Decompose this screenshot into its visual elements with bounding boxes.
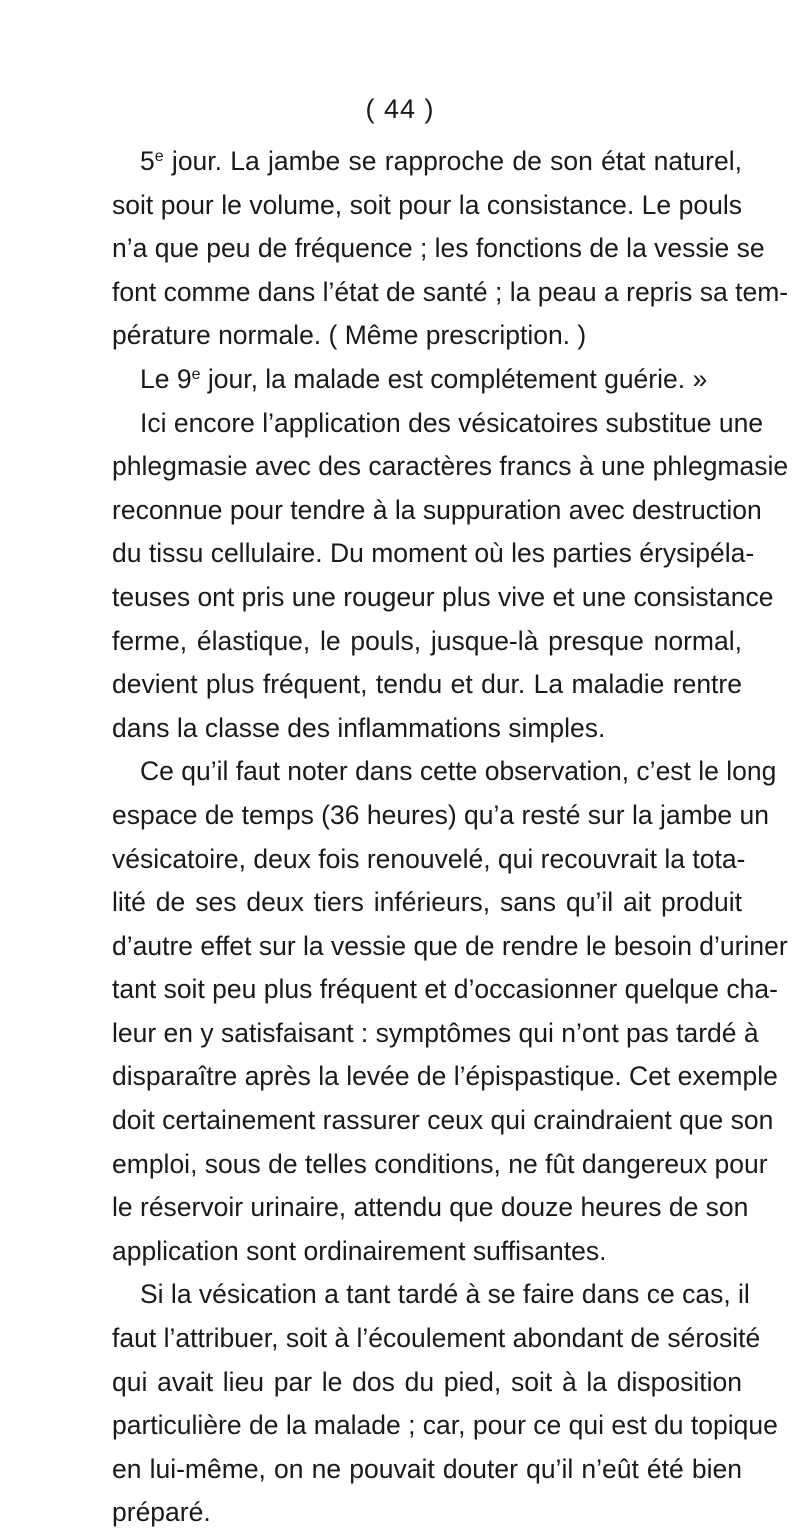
- text-line: en lui-même, on ne pouvait douter qu’il n’eût été bien: [112, 1453, 742, 1484]
- body-text: [112, 140, 789, 1535]
- text-line: dans la classe des inflammations simples.: [112, 712, 606, 743]
- text-line: ferme, élastique, le pouls, jusque-là presque normal,: [112, 625, 742, 656]
- text-line: teuses ont pris une rougeur plus vive et une consistance: [112, 581, 774, 612]
- text-line: font comme dans l’état de santé ; la peau a repris sa tem-: [112, 276, 789, 307]
- text-line: doit certainement rassurer ceux qui craindraient que son: [112, 1105, 774, 1136]
- text-line: Ici encore l’application des vésicatoires substitue une: [140, 407, 764, 438]
- text-line: d’autre effet sur la vessie que de rendre le besoin d’uriner: [112, 930, 788, 961]
- text-line: le réservoir urinaire, attendu que douze heures de son: [112, 1192, 749, 1223]
- text-line: lité de ses deux tiers inférieurs, sans qu’il ait produit: [112, 887, 742, 918]
- text-line: application sont ordinairement suffisantes.: [112, 1235, 607, 1266]
- text-line: soit pour le volume, soit pour la consistance. Le pouls: [112, 189, 742, 220]
- page-number: ( 44 ): [365, 94, 435, 124]
- text-line: n’a que peu de fréquence ; les fonctions de la vessie se: [112, 233, 765, 264]
- text-line: pérature normale. ( Même prescription. ): [112, 320, 587, 351]
- text-line: qui avait lieu par le dos du pied, soit à la disposition: [112, 1366, 742, 1397]
- text-line: faut l’attribuer, soit à l’écoulement abondant de sérosité: [112, 1323, 761, 1354]
- text-line: particulière de la malade ; car, pour ce qui est du topique: [112, 1410, 778, 1441]
- text-line: Le 9e jour, la malade est complétement guérie. »: [140, 363, 708, 394]
- text-line: devient plus fréquent, tendu et dur. La maladie rentre: [112, 669, 742, 700]
- text-line: Si la vésication a tant tardé à se faire dans ce cas, il: [140, 1279, 750, 1310]
- text-line: emploi, sous de telles conditions, ne fût dangereux pour: [112, 1148, 768, 1179]
- text-line: espace de temps (36 heures) qu’a resté sur la jambe un: [112, 799, 769, 830]
- text-line: préparé.: [112, 1497, 211, 1528]
- text-line: leur en y satisfaisant : symptômes qui n’ont pas tardé à: [112, 1017, 759, 1048]
- text-line: phlegmasie avec des caractères francs à une phlegmasie: [112, 451, 789, 482]
- text-line: du tissu cellulaire. Du moment où les parties érysipéla-: [112, 538, 755, 569]
- text-line: reconnue pour tendre à la suppuration avec destruction: [112, 494, 762, 525]
- text-line: vésicatoire, deux fois renouvelé, qui recouvrait la tota-: [112, 843, 746, 874]
- text-line: disparaître après la levée de l’épispastique. Cet exemple: [112, 1061, 778, 1092]
- text-line: tant soit peu plus fréquent et d’occasionner quelque cha-: [112, 974, 778, 1005]
- text-line: Ce qu’il faut noter dans cette observation, c’est le long: [140, 756, 777, 787]
- text-line: 5e jour. La jambe se rapproche de son état naturel,: [140, 146, 742, 176]
